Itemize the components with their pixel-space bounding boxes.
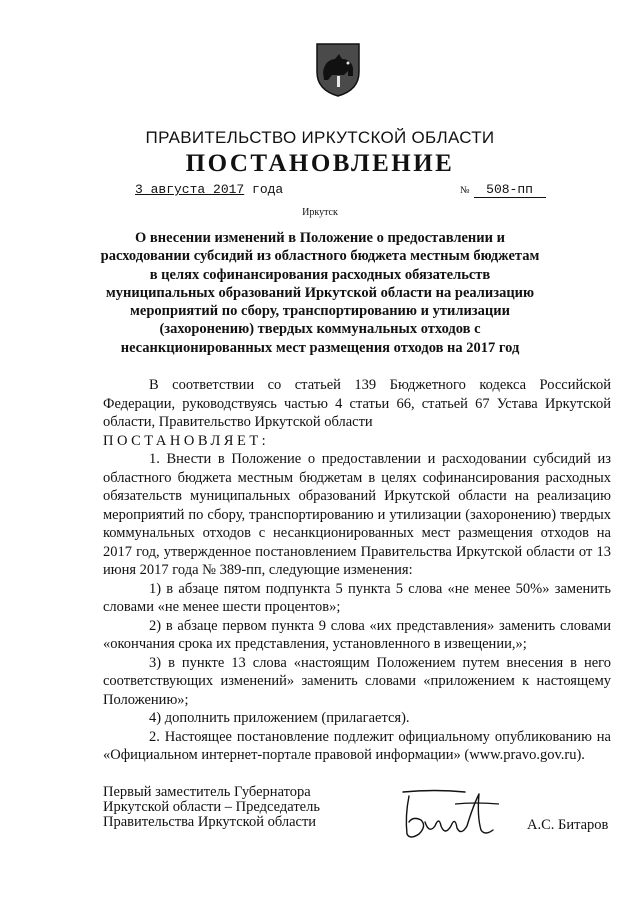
document-heading: О внесении изменений в Положение о предоставлении и расходовании субсидий из областного бюджета местным бюджетам в целях софинансирования расходных обязательств муниципальных образований Иркутской области на реализацию мероприятий по сбору, транспортированию и утилизации (захоронению) твердых коммунальных отходов с несанкционированных мест размещения отходов на 2017 год — [100, 230, 540, 356]
document-date — [135, 182, 283, 197]
paragraph-1-item-4: 4) дополнить приложением (прилагается). — [149, 710, 410, 726]
date-value: 3 августа 2017 — [135, 182, 245, 197]
paragraph-1-item-2: 2) в абзаце первом пункта 9 слова «их представления» заменить словами «окончания срока их представления, установленного в извещении,»; — [103, 617, 611, 652]
coat-of-arms-icon — [315, 42, 361, 98]
paragraph-2: 2. Настоящее постановление подлежит официальному опубликованию на «Официальном интернет-портале правовой информации» (www.pravo.gov.ru). — [103, 728, 611, 763]
number-sign: № — [460, 185, 470, 196]
document-number — [460, 182, 546, 198]
paragraph-1-item-1: 1) в абзаце пятом подпункта 5 пункта 5 слова «не менее 50%» заменить словами «не менее шести процентов»; — [103, 580, 611, 615]
paragraph-1-item-3: 3) в пункте 13 слова «настоящим Положением путем внесения в него соответствующих изменений» заменить словами «приложением к настоящему Положению»; — [103, 654, 611, 708]
date-suffix: года — [252, 182, 284, 197]
decree-word: ПОСТАНОВЛЯЕТ: — [103, 432, 270, 449]
position-line-2: Иркутской области – Председатель — [103, 799, 320, 815]
signatory-position — [103, 785, 320, 830]
document-body — [103, 376, 611, 765]
document-type-title: ПОСТАНОВЛЕНИЕ — [185, 150, 455, 177]
government-name: ПРАВИТЕЛЬСТВО ИРКУТСКОЙ ОБЛАСТИ — [145, 128, 495, 147]
city-name: Иркутск — [302, 207, 338, 218]
position-line-3: Правительства Иркутской области — [103, 814, 317, 830]
paragraph-1: 1. Внести в Положение о предоставлении и расходовании субсидий из областного бюджета местным бюджетам в целях софинансирования расходных обязательств муниципальных образований Иркутской области на реализацию мероприятий по сбору, транспортированию и утилизации (захоронению) твердых коммунальных отходов с несанкционированных мест размещения отходов на 2017 год, утвержденное постановлением Правительства Иркутской области от 13 июня 2017 года № 389-пп, следующие изменения: — [103, 451, 611, 578]
number-value: 508-пп — [474, 182, 546, 198]
preamble-paragraph: В соответствии со статьей 139 Бюджетного кодекса Российской Федерации, руководствуясь частью 4 статьи 66, статьей 67 Устава Иркутской области, Правительство Иркутской области — [103, 377, 611, 430]
signatory-name: А.С. Битаров — [527, 817, 609, 833]
handwritten-signature-icon — [395, 786, 515, 844]
position-line-1: Первый заместитель Губернатора — [103, 784, 311, 800]
